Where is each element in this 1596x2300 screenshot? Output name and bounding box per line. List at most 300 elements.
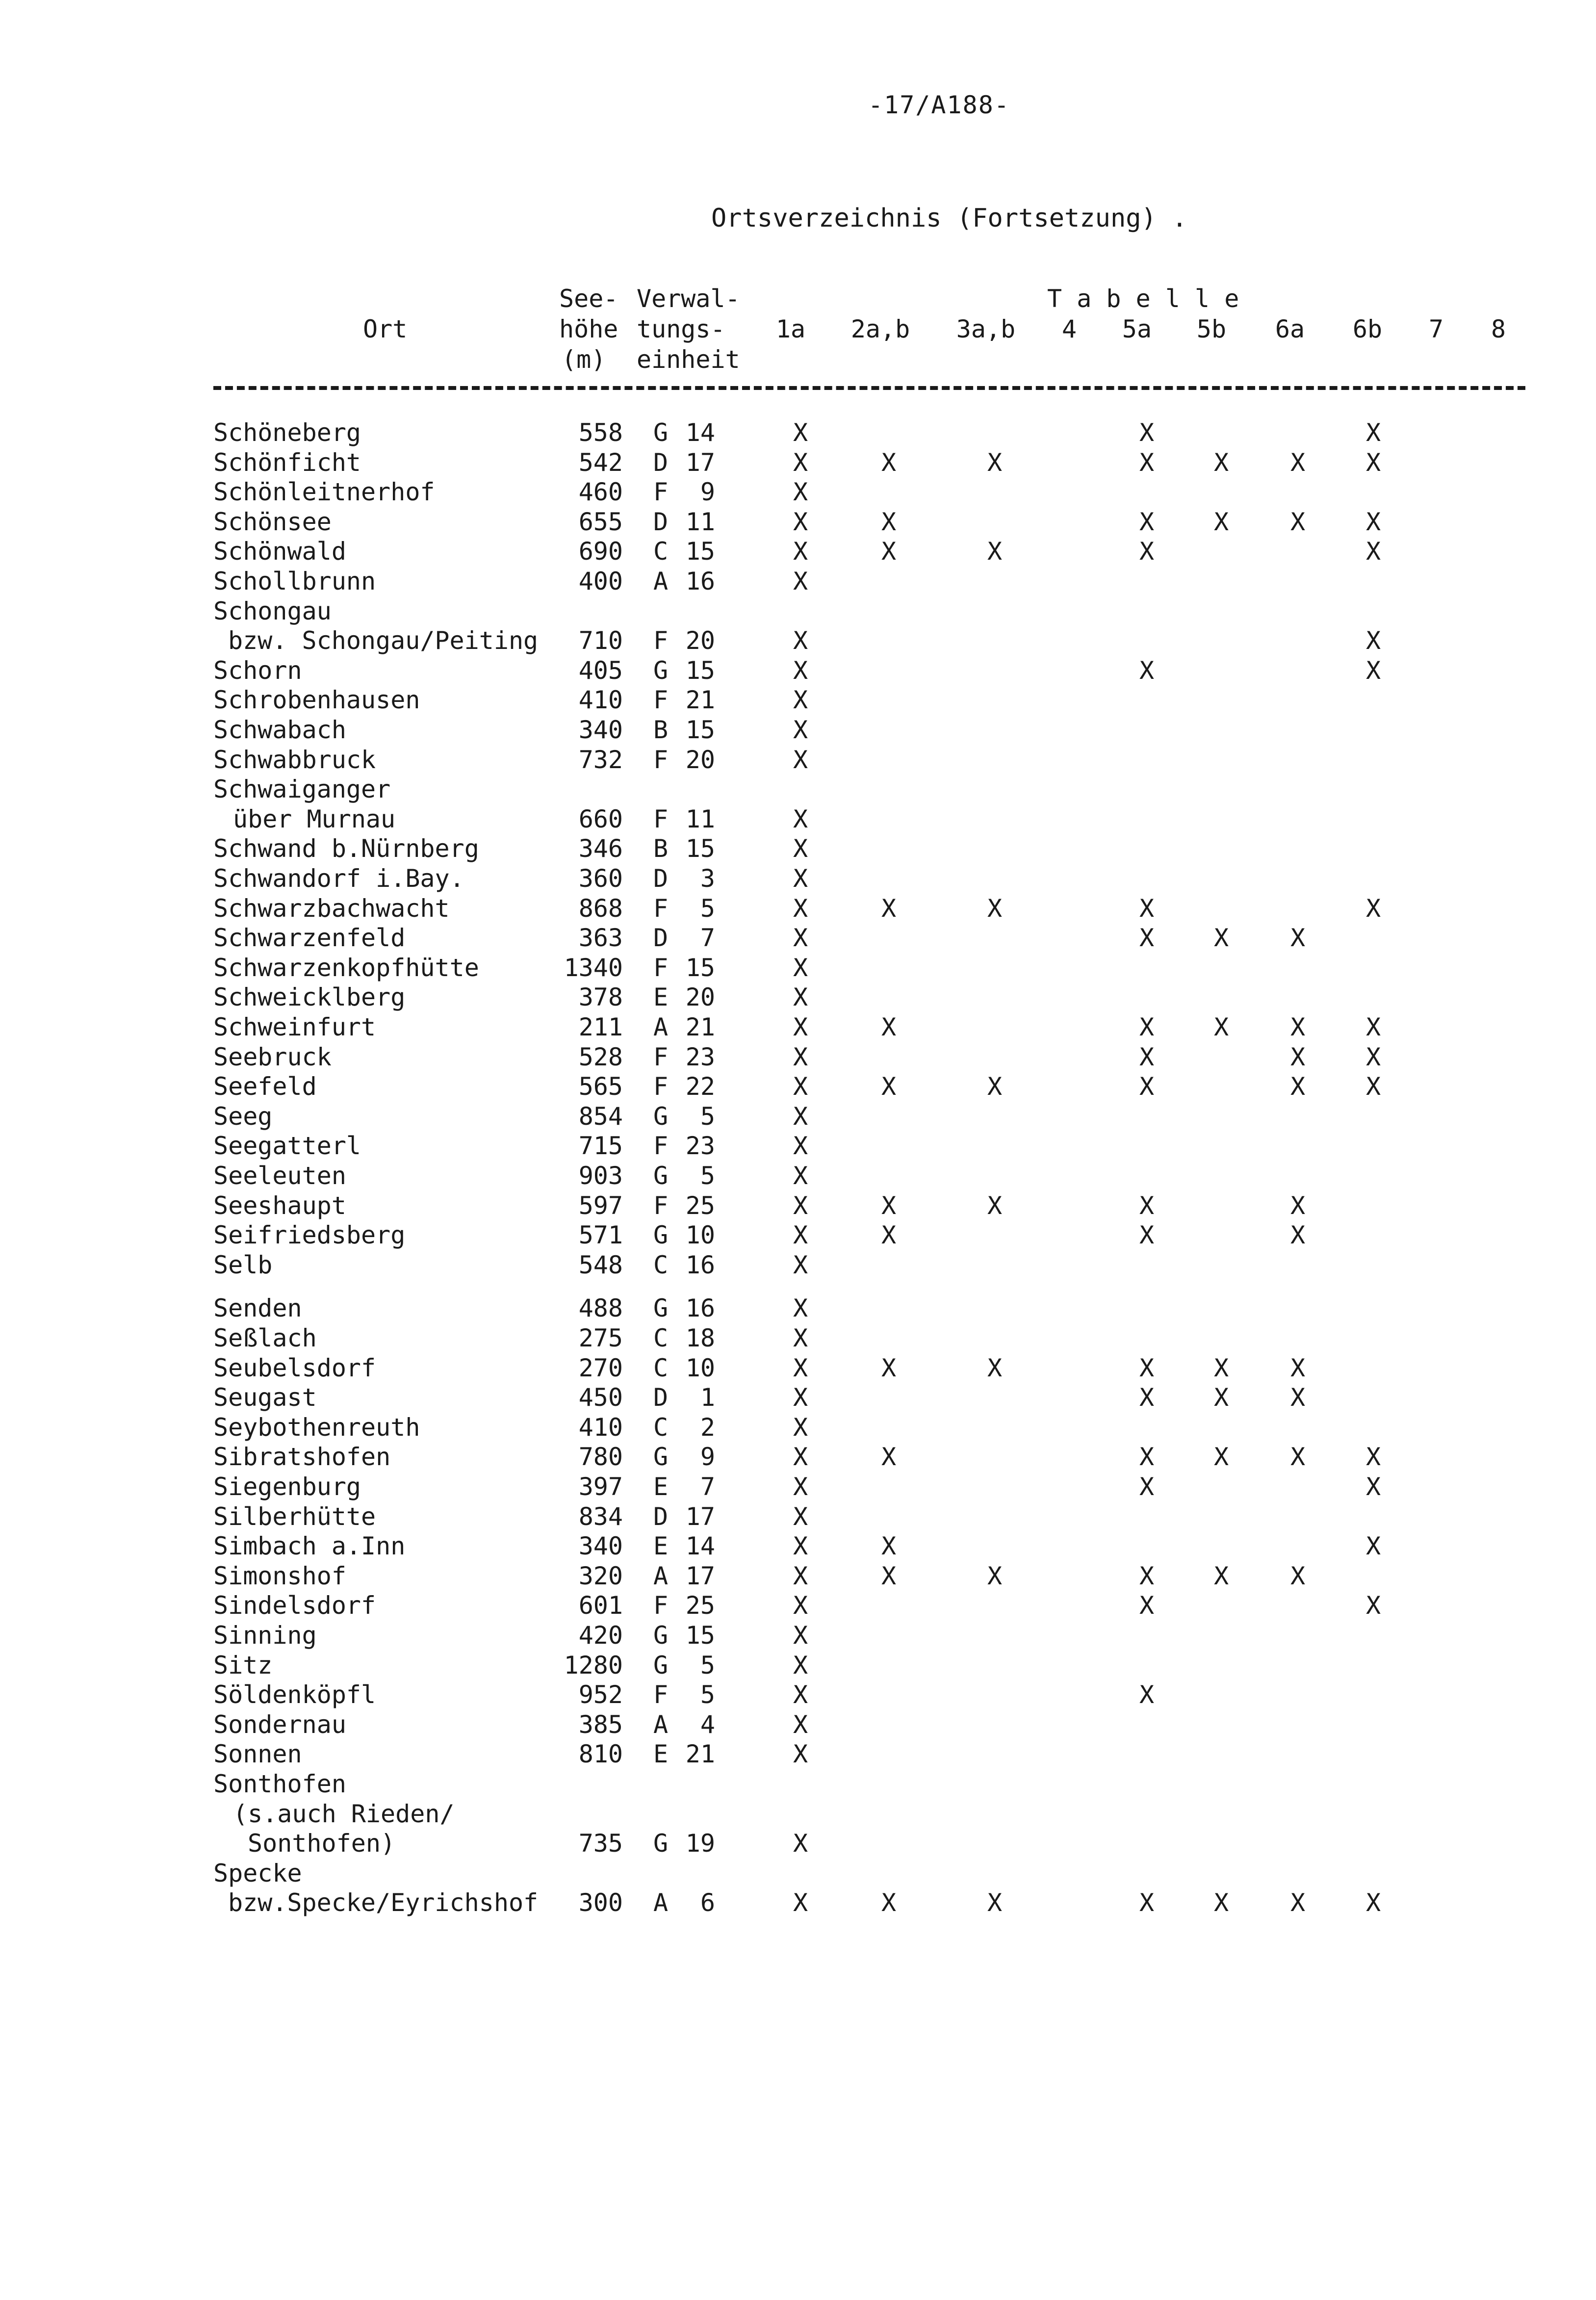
place-name: Seßlach <box>213 1324 317 1352</box>
admin-unit-number: 7 <box>700 1473 715 1501</box>
admin-unit-number: 14 <box>685 418 715 447</box>
table-mark-1a: X <box>793 1042 808 1071</box>
table-mark-6a: X <box>1290 1072 1306 1101</box>
admin-unit-number: 19 <box>685 1829 715 1858</box>
header-col-2ab: 2a,b <box>850 315 910 343</box>
elevation-value: 300 <box>578 1888 623 1917</box>
admin-unit-number: 20 <box>685 745 715 774</box>
table-mark-2ab: X <box>881 1443 897 1472</box>
admin-unit-letter: A <box>653 1013 669 1041</box>
table-mark-6b: X <box>1365 1042 1381 1071</box>
admin-unit-number: 21 <box>685 1740 715 1769</box>
table-row <box>0 804 1596 834</box>
place-name: Silberhütte <box>213 1502 376 1531</box>
table-mark-6b: X <box>1365 1013 1381 1041</box>
admin-unit-letter: E <box>653 1473 669 1501</box>
elevation-value: 597 <box>578 1191 623 1220</box>
admin-unit-letter: G <box>653 1651 669 1680</box>
admin-unit-number: 16 <box>685 1250 715 1279</box>
elevation-value: 1340 <box>564 953 623 982</box>
table-mark-1a: X <box>793 864 808 893</box>
admin-unit-number: 18 <box>685 1324 715 1352</box>
table-mark-1a: X <box>793 1072 808 1101</box>
header-tabelle: T a b e l l e <box>1047 284 1239 313</box>
admin-unit-number: 11 <box>685 507 715 536</box>
admin-unit-letter: F <box>653 1191 669 1220</box>
admin-unit-letter: F <box>653 478 669 507</box>
table-mark-6b: X <box>1365 537 1381 566</box>
place-name: Senden <box>213 1294 302 1323</box>
admin-unit-letter: F <box>653 1132 669 1161</box>
table-mark-6a: X <box>1290 1191 1306 1220</box>
elevation-value: 400 <box>578 567 623 595</box>
place-name: Schrobenhausen <box>213 686 420 715</box>
table-row <box>0 923 1596 953</box>
table-row <box>0 894 1596 923</box>
table-mark-2ab: X <box>881 1888 897 1917</box>
header-verwaltung-1: Verwal- <box>637 284 740 313</box>
place-name: Simbach a.Inn <box>213 1532 406 1561</box>
admin-unit-letter: C <box>653 537 669 566</box>
header-col-1a: 1a <box>775 315 806 343</box>
admin-unit-letter: G <box>653 1162 669 1190</box>
header-verwaltung-3: einheit <box>637 345 740 374</box>
table-mark-1a: X <box>793 478 808 507</box>
table-row <box>0 953 1596 982</box>
table-row <box>0 1383 1596 1412</box>
table-mark-2ab: X <box>881 1013 897 1041</box>
table-mark-5a: X <box>1139 1013 1155 1041</box>
table-mark-1a: X <box>793 716 808 744</box>
admin-unit-letter: A <box>653 1561 669 1590</box>
admin-unit-number: 25 <box>685 1591 715 1620</box>
elevation-value: 542 <box>578 448 623 477</box>
table-mark-2ab: X <box>881 448 897 477</box>
admin-unit-letter: B <box>653 834 669 863</box>
table-row <box>0 1710 1596 1739</box>
place-name: Schöneberg <box>213 418 361 447</box>
place-name: Schönwald <box>213 537 346 566</box>
table-mark-3ab: X <box>987 894 1003 923</box>
table-row <box>0 1531 1596 1561</box>
admin-unit-number: 4 <box>700 1710 715 1739</box>
table-mark-1a: X <box>793 1443 808 1472</box>
table-row <box>0 982 1596 1012</box>
table-mark-6b: X <box>1365 1591 1381 1620</box>
table-row <box>0 1739 1596 1769</box>
table-mark-6a: X <box>1290 1561 1306 1590</box>
header-col-8: 8 <box>1491 315 1506 343</box>
header-col-6a: 6a <box>1275 315 1305 343</box>
elevation-value: 385 <box>578 1710 623 1739</box>
elevation-value: 601 <box>578 1591 623 1620</box>
elevation-value: 346 <box>578 834 623 863</box>
table-mark-6b: X <box>1365 1532 1381 1561</box>
table-mark-6b: X <box>1365 1443 1381 1472</box>
elevation-value: 211 <box>578 1013 623 1041</box>
place-name: Schweinfurt <box>213 1013 376 1041</box>
table-mark-1a: X <box>793 656 808 685</box>
admin-unit-number: 16 <box>685 1294 715 1323</box>
place-name: Schwabach <box>213 716 346 744</box>
elevation-value: 655 <box>578 507 623 536</box>
admin-unit-number: 17 <box>685 448 715 477</box>
place-name: Seifriedsberg <box>213 1221 406 1250</box>
table-row <box>0 1769 1596 1799</box>
admin-unit-number: 11 <box>685 804 715 833</box>
table-mark-5a: X <box>1139 656 1155 685</box>
table-mark-5a: X <box>1139 507 1155 536</box>
elevation-value: 690 <box>578 537 623 566</box>
table-mark-6b: X <box>1365 894 1381 923</box>
table-row <box>0 1799 1596 1829</box>
admin-unit-letter: G <box>653 1294 669 1323</box>
table-mark-5a: X <box>1139 894 1155 923</box>
table-mark-1a: X <box>793 1191 808 1220</box>
admin-unit-number: 7 <box>700 924 715 953</box>
table-mark-5a: X <box>1139 924 1155 953</box>
table-row <box>0 1042 1596 1072</box>
place-name: Siegenburg <box>213 1473 361 1501</box>
admin-unit-letter: E <box>653 1532 669 1561</box>
admin-unit-letter: D <box>653 507 669 536</box>
admin-unit-number: 6 <box>700 1888 715 1917</box>
admin-unit-letter: G <box>653 1221 669 1250</box>
table-mark-1a: X <box>793 1829 808 1858</box>
admin-unit-number: 15 <box>685 716 715 744</box>
admin-unit-letter: F <box>653 894 669 923</box>
table-row <box>0 567 1596 596</box>
table-mark-5b: X <box>1213 924 1229 953</box>
elevation-value: 715 <box>578 1132 623 1161</box>
place-name: bzw. Schongau/Peiting <box>228 626 539 655</box>
table-mark-1a: X <box>793 448 808 477</box>
elevation-value: 450 <box>578 1383 623 1412</box>
table-mark-5a: X <box>1139 537 1155 566</box>
table-mark-6b: X <box>1365 418 1381 447</box>
table-mark-5b: X <box>1213 448 1229 477</box>
table-mark-5b: X <box>1213 1443 1229 1472</box>
place-name: Seeshaupt <box>213 1191 346 1220</box>
place-name: (s.auch Rieden/ <box>233 1799 455 1828</box>
table-row <box>0 1829 1596 1858</box>
place-name: Söldenköpfl <box>213 1680 376 1709</box>
elevation-value: 1280 <box>564 1651 623 1680</box>
admin-unit-letter: F <box>653 953 669 982</box>
table-mark-1a: X <box>793 1132 808 1161</box>
table-mark-1a: X <box>793 537 808 566</box>
admin-unit-letter: G <box>653 1621 669 1650</box>
table-mark-5a: X <box>1139 1072 1155 1101</box>
table-mark-1a: X <box>793 1651 808 1680</box>
header-col-4: 4 <box>1061 315 1077 343</box>
place-name: Sibratshofen <box>213 1443 391 1472</box>
table-row <box>0 1131 1596 1161</box>
admin-unit-letter: G <box>653 656 669 685</box>
admin-unit-number: 2 <box>700 1413 715 1442</box>
table-mark-2ab: X <box>881 1191 897 1220</box>
admin-unit-letter: F <box>653 686 669 715</box>
admin-unit-letter: C <box>653 1324 669 1352</box>
table-row <box>0 1502 1596 1531</box>
table-mark-1a: X <box>793 1621 808 1650</box>
elevation-value: 488 <box>578 1294 623 1323</box>
table-row <box>0 864 1596 893</box>
table-row <box>0 477 1596 507</box>
table-mark-1a: X <box>793 1013 808 1041</box>
table-mark-1a: X <box>793 745 808 774</box>
table-mark-6a: X <box>1290 507 1306 536</box>
elevation-value: 360 <box>578 864 623 893</box>
table-mark-5b: X <box>1213 1353 1229 1382</box>
table-mark-1a: X <box>793 1473 808 1501</box>
table-mark-3ab: X <box>987 448 1003 477</box>
admin-unit-number: 20 <box>685 626 715 655</box>
table-mark-5b: X <box>1213 1013 1229 1041</box>
table-mark-2ab: X <box>881 894 897 923</box>
admin-unit-number: 15 <box>685 953 715 982</box>
table-mark-6b: X <box>1365 507 1381 536</box>
table-mark-2ab: X <box>881 537 897 566</box>
table-row <box>0 1220 1596 1250</box>
table-mark-1a: X <box>793 1740 808 1769</box>
table-row <box>0 1012 1596 1042</box>
table-row <box>0 1621 1596 1650</box>
header-verwaltung-2: tungs- <box>637 315 725 343</box>
place-name: Schwand b.Nürnberg <box>213 834 479 863</box>
admin-unit-letter: B <box>653 716 669 744</box>
table-mark-6a: X <box>1290 1888 1306 1917</box>
table-mark-2ab: X <box>881 1353 897 1382</box>
place-name: Schongau <box>213 596 332 625</box>
admin-unit-number: 14 <box>685 1532 715 1561</box>
table-row <box>0 775 1596 804</box>
place-name: Schorn <box>213 656 302 685</box>
admin-unit-number: 1 <box>700 1383 715 1412</box>
place-name: Seebruck <box>213 1042 332 1071</box>
admin-unit-letter: F <box>653 1072 669 1101</box>
table-row <box>0 1191 1596 1220</box>
table-row <box>0 1413 1596 1442</box>
admin-unit-number: 10 <box>685 1353 715 1382</box>
header-seehoehe-2: höhe <box>559 315 618 343</box>
place-name: Specke <box>213 1859 302 1887</box>
page-number: -17/A188- <box>868 91 1010 119</box>
elevation-value: 732 <box>578 745 623 774</box>
admin-unit-letter: C <box>653 1250 669 1279</box>
elevation-value: 378 <box>578 983 623 1012</box>
admin-unit-number: 15 <box>685 656 715 685</box>
admin-unit-number: 5 <box>700 1680 715 1709</box>
elevation-value: 320 <box>578 1561 623 1590</box>
table-mark-6b: X <box>1365 1072 1381 1101</box>
elevation-value: 952 <box>578 1680 623 1709</box>
table-row <box>0 656 1596 685</box>
table-mark-5a: X <box>1139 1888 1155 1917</box>
header-col-6b: 6b <box>1352 315 1383 343</box>
document-title: Ortsverzeichnis (Fortsetzung) . <box>711 204 1187 233</box>
elevation-value: 548 <box>578 1250 623 1279</box>
elevation-value: 834 <box>578 1502 623 1531</box>
table-row <box>0 1680 1596 1709</box>
table-mark-6a: X <box>1290 924 1306 953</box>
table-mark-6a: X <box>1290 1353 1306 1382</box>
table-mark-6b: X <box>1365 656 1381 685</box>
admin-unit-letter: F <box>653 626 669 655</box>
table-mark-6a: X <box>1290 1013 1306 1041</box>
place-name: Schwabbruck <box>213 745 376 774</box>
place-name: Schwarzenfeld <box>213 924 406 953</box>
place-name: Schwaiganger <box>213 775 391 804</box>
table-mark-1a: X <box>793 507 808 536</box>
table-row <box>0 626 1596 655</box>
table-row <box>0 418 1596 447</box>
place-name: Sitz <box>213 1651 273 1680</box>
place-name: Sinning <box>213 1621 317 1650</box>
elevation-value: 903 <box>578 1162 623 1190</box>
table-row <box>0 1102 1596 1131</box>
place-name: Seubelsdorf <box>213 1353 376 1382</box>
table-mark-5a: X <box>1139 1383 1155 1412</box>
table-mark-1a: X <box>793 1383 808 1412</box>
table-mark-3ab: X <box>987 537 1003 566</box>
table-row <box>0 1888 1596 1917</box>
table-mark-5b: X <box>1213 1888 1229 1917</box>
elevation-value: 528 <box>578 1042 623 1071</box>
header-col-5a: 5a <box>1122 315 1152 343</box>
table-row <box>0 1591 1596 1620</box>
table-mark-1a: X <box>793 1561 808 1590</box>
place-name: Schönsee <box>213 507 332 536</box>
table-mark-1a: X <box>793 686 808 715</box>
elevation-value: 660 <box>578 804 623 833</box>
admin-unit-letter: C <box>653 1413 669 1442</box>
place-name: Schweicklberg <box>213 983 406 1012</box>
place-name: Seegatterl <box>213 1132 361 1161</box>
header-col-5b: 5b <box>1196 315 1227 343</box>
admin-unit-number: 16 <box>685 567 715 595</box>
table-mark-5b: X <box>1213 1383 1229 1412</box>
table-mark-3ab: X <box>987 1191 1003 1220</box>
elevation-value: 340 <box>578 716 623 744</box>
table-row <box>0 507 1596 537</box>
admin-unit-number: 17 <box>685 1502 715 1531</box>
table-mark-3ab: X <box>987 1353 1003 1382</box>
table-row <box>0 596 1596 626</box>
header-divider <box>213 386 1525 390</box>
admin-unit-number: 15 <box>685 1621 715 1650</box>
table-mark-6a: X <box>1290 1221 1306 1250</box>
admin-unit-number: 20 <box>685 983 715 1012</box>
admin-unit-letter: F <box>653 745 669 774</box>
table-mark-1a: X <box>793 894 808 923</box>
header-col-3ab: 3a,b <box>956 315 1016 343</box>
admin-unit-letter: C <box>653 1353 669 1382</box>
table-mark-5b: X <box>1213 507 1229 536</box>
admin-unit-letter: D <box>653 864 669 893</box>
admin-unit-number: 9 <box>700 1443 715 1472</box>
table-mark-1a: X <box>793 983 808 1012</box>
table-mark-1a: X <box>793 804 808 833</box>
header-seehoehe-1: See- <box>559 284 618 313</box>
table-mark-2ab: X <box>881 1221 897 1250</box>
table-mark-3ab: X <box>987 1561 1003 1590</box>
admin-unit-number: 21 <box>685 1013 715 1041</box>
table-row <box>0 1353 1596 1383</box>
place-name: Seeg <box>213 1102 273 1131</box>
table-mark-5a: X <box>1139 418 1155 447</box>
admin-unit-number: 5 <box>700 1102 715 1131</box>
place-name: Sonthofen) <box>248 1829 396 1858</box>
table-row <box>0 1072 1596 1101</box>
elevation-value: 854 <box>578 1102 623 1131</box>
table-mark-5a: X <box>1139 1591 1155 1620</box>
table-row <box>0 1859 1596 1888</box>
header-col-7: 7 <box>1428 315 1444 343</box>
place-name: Schönleitnerhof <box>213 478 435 507</box>
admin-unit-letter: F <box>653 1042 669 1071</box>
elevation-value: 275 <box>578 1324 623 1352</box>
admin-unit-letter: F <box>653 1591 669 1620</box>
table-mark-1a: X <box>793 953 808 982</box>
admin-unit-number: 5 <box>700 1651 715 1680</box>
table-mark-3ab: X <box>987 1888 1003 1917</box>
admin-unit-letter: A <box>653 1710 669 1739</box>
admin-unit-letter: E <box>653 1740 669 1769</box>
admin-unit-letter: D <box>653 1502 669 1531</box>
table-row <box>0 1561 1596 1591</box>
table-mark-1a: X <box>793 418 808 447</box>
elevation-value: 565 <box>578 1072 623 1101</box>
table-mark-2ab: X <box>881 507 897 536</box>
admin-unit-letter: A <box>653 1888 669 1917</box>
table-mark-1a: X <box>793 1221 808 1250</box>
table-mark-5a: X <box>1139 448 1155 477</box>
elevation-value: 735 <box>578 1829 623 1858</box>
place-name: Schwarzbachwacht <box>213 894 450 923</box>
table-mark-1a: X <box>793 1413 808 1442</box>
admin-unit-letter: G <box>653 418 669 447</box>
table-mark-2ab: X <box>881 1532 897 1561</box>
admin-unit-number: 15 <box>685 537 715 566</box>
table-mark-6b: X <box>1365 448 1381 477</box>
place-name: Sonthofen <box>213 1770 346 1798</box>
place-name: Schwarzenkopfhütte <box>213 953 479 982</box>
table-mark-3ab: X <box>987 1072 1003 1101</box>
table-mark-1a: X <box>793 1680 808 1709</box>
elevation-value: 363 <box>578 924 623 953</box>
table-row <box>0 1323 1596 1353</box>
table-row <box>0 1293 1596 1323</box>
table-mark-1a: X <box>793 1502 808 1531</box>
admin-unit-number: 23 <box>685 1132 715 1161</box>
table-mark-1a: X <box>793 626 808 655</box>
table-mark-6a: X <box>1290 1383 1306 1412</box>
table-mark-6a: X <box>1290 1042 1306 1071</box>
table-mark-6a: X <box>1290 1443 1306 1472</box>
table-mark-1a: X <box>793 924 808 953</box>
elevation-value: 405 <box>578 656 623 685</box>
elevation-value: 397 <box>578 1473 623 1501</box>
elevation-value: 571 <box>578 1221 623 1250</box>
table-row <box>0 537 1596 566</box>
place-name: Schönficht <box>213 448 361 477</box>
admin-unit-number: 23 <box>685 1042 715 1071</box>
table-row <box>0 1161 1596 1190</box>
table-mark-5a: X <box>1139 1473 1155 1501</box>
table-row <box>0 1250 1596 1280</box>
header-ort: Ort <box>363 315 408 343</box>
